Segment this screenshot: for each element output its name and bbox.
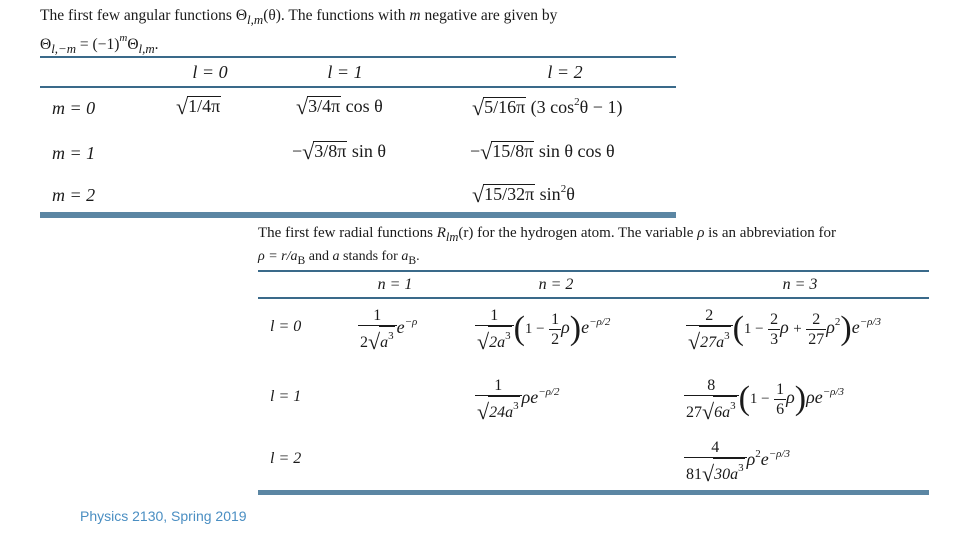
denominator: 2 — [551, 330, 560, 348]
numerator: 2 — [770, 310, 779, 328]
exp-arg: −ρ/2 — [538, 386, 560, 399]
radial-row-label-text: l = 2 — [270, 450, 302, 467]
exp-e: e — [581, 317, 590, 338]
angular-row-label-text: m = 2 — [52, 185, 96, 205]
numerator: 8 — [684, 376, 739, 396]
radial-row-label — [270, 450, 301, 468]
angular-trig-tail: θ — [566, 184, 575, 204]
angular-cell — [472, 183, 575, 205]
fraction — [686, 306, 733, 352]
radial-caption-Rsub: lm — [445, 230, 459, 244]
radial-header-n1: n = 1 — [377, 276, 413, 293]
angular-caption-text: The first few angular functions Θ — [40, 7, 248, 24]
minus-sign: − — [470, 141, 481, 161]
fraction — [684, 376, 739, 422]
rho: ρ — [806, 387, 815, 408]
angular-cell — [296, 96, 383, 117]
angular-header-l1: l = 1 — [327, 62, 363, 82]
paren-close: ) — [794, 380, 807, 417]
radial-cell-n3-l2 — [684, 438, 790, 484]
radial-caption-rho: ρ — [697, 225, 705, 241]
radial-cell-n3-l1 — [684, 376, 844, 422]
numerator: 1 — [776, 380, 785, 398]
angular-trig: sin — [539, 184, 561, 204]
angular-header-l2: l = 2 — [547, 62, 583, 82]
angular-header-l0: l = 0 — [192, 62, 228, 82]
radial-caption-text: The first few radial functions — [258, 225, 433, 241]
radial-caption-mid: (r) for the hydrogen atom. The variable — [458, 225, 694, 241]
radicand: 24a — [489, 404, 514, 421]
radicand: 1/4π — [188, 96, 221, 116]
exp-arg: −ρ — [404, 316, 418, 329]
sqrt-sign: √ — [296, 94, 309, 119]
term: 1 − — [743, 321, 764, 338]
radial-caption — [258, 224, 938, 270]
radicand: 6a — [714, 404, 731, 421]
exp-arg: −ρ/2 — [589, 316, 611, 329]
exp-e: e — [851, 317, 860, 338]
numerator: 1 — [475, 376, 522, 396]
radial-cell-n1-l0 — [358, 306, 417, 352]
exp: 3 — [513, 400, 519, 412]
fraction — [774, 380, 786, 419]
angular-caption-eq: = (−1) — [76, 36, 120, 54]
angular-cell — [176, 96, 221, 117]
denominator — [358, 326, 397, 352]
rho: ρ — [746, 449, 756, 470]
exp-e: e — [530, 387, 539, 408]
angular-cell — [472, 96, 622, 118]
sqrt-sign: √ — [302, 139, 315, 164]
angular-header-rule — [40, 86, 676, 88]
radial-row-label-text: l = 0 — [270, 318, 302, 335]
exp: 3 — [505, 330, 511, 342]
angular-caption-sub2: l,−m — [51, 41, 77, 57]
angular-row-label — [52, 143, 95, 164]
exp: 2 — [755, 448, 761, 461]
rho: ρ — [786, 387, 795, 408]
angular-caption-line2 — [40, 29, 680, 58]
sqrt-sign: √ — [472, 95, 485, 120]
numerator: 1 — [551, 310, 560, 328]
angular-trig-tail: θ − 1) — [579, 97, 623, 117]
angular-trig: cos θ — [345, 96, 383, 116]
fraction — [475, 376, 522, 422]
radial-caption-a: a — [332, 249, 340, 264]
denominator — [684, 396, 739, 422]
numerator: 2 — [686, 306, 733, 326]
angular-caption-theta: Θ — [40, 36, 52, 54]
angular-caption-dot: . — [154, 36, 159, 54]
radial-header-rule — [258, 297, 929, 299]
angular-trig: (3 cos — [530, 97, 575, 117]
angular-caption-theta2: Θ — [127, 36, 139, 54]
sqrt-sign: √ — [477, 329, 490, 354]
exp-e: e — [396, 317, 405, 338]
fraction — [475, 306, 514, 352]
angular-cell — [470, 141, 615, 162]
radial-header-n3: n = 3 — [782, 276, 818, 293]
numerator: 1 — [358, 306, 397, 326]
fraction — [768, 310, 780, 349]
rho: ρ — [780, 317, 789, 338]
paren-open: ( — [732, 310, 744, 347]
paren-open: ( — [513, 310, 525, 347]
fraction — [684, 438, 747, 484]
exp: 3 — [738, 462, 744, 474]
radial-caption-B: B — [297, 253, 306, 267]
sqrt-sign: √ — [477, 399, 490, 424]
coef: 2 — [360, 334, 368, 351]
denominator: 3 — [770, 330, 779, 348]
paren-open: ( — [738, 380, 750, 417]
radial-cell-n2-l1 — [475, 376, 559, 422]
coef: 27 — [686, 404, 702, 421]
angular-top-rule — [40, 56, 676, 58]
radial-row-label — [270, 388, 301, 406]
angular-caption-sub: l,m — [247, 12, 264, 28]
angular-exp: 2 — [560, 183, 567, 195]
radial-caption-line2 — [258, 247, 938, 270]
angular-row-label — [52, 98, 95, 119]
plus: + — [793, 321, 802, 338]
sqrt-sign: √ — [480, 139, 493, 164]
radial-cell-n3-l0 — [686, 306, 881, 352]
radial-caption-stands: stands for — [343, 249, 398, 264]
sqrt-sign: √ — [368, 329, 381, 354]
radicand: 30a — [714, 466, 739, 483]
angular-exp: 2 — [574, 96, 580, 108]
angular-row-label — [52, 185, 95, 206]
fraction — [358, 306, 397, 352]
exp: 3 — [388, 330, 394, 342]
denominator — [475, 396, 522, 422]
angular-row-label-text: m = 1 — [52, 143, 96, 163]
exp: 3 — [724, 330, 730, 342]
denominator: 27 — [808, 330, 825, 348]
sqrt-sign: √ — [176, 94, 189, 119]
radial-cell-n2-l0 — [475, 306, 610, 352]
var-a: a — [380, 334, 389, 351]
rho: ρ — [521, 387, 531, 408]
exp-arg: −ρ/3 — [859, 316, 881, 329]
exp-e: e — [814, 387, 823, 408]
radial-caption-aB: a — [401, 249, 409, 264]
exp: 3 — [730, 400, 736, 412]
exp: 2 — [834, 316, 841, 329]
radial-header-n2: n = 2 — [538, 276, 574, 293]
exp-arg: −ρ/3 — [822, 386, 844, 399]
radial-bottom-bar — [258, 490, 929, 495]
numerator: 4 — [684, 438, 747, 458]
radicand: 27a — [700, 334, 725, 351]
radial-row-label — [270, 318, 301, 336]
exp-e: e — [760, 449, 769, 470]
angular-bottom-bar — [40, 212, 676, 218]
sqrt-sign: √ — [702, 399, 715, 424]
radial-caption-end: is an abbreviation for — [708, 225, 837, 241]
angular-caption-sub3: l,m — [138, 41, 155, 57]
slide-footer: Physics 2130, Spring 2019 — [80, 508, 247, 524]
sqrt-sign: √ — [472, 182, 485, 207]
angular-caption-line1 — [40, 6, 680, 29]
numerator: 2 — [806, 310, 826, 330]
paren-close: ) — [569, 310, 582, 347]
radial-caption-R: R — [436, 225, 446, 241]
radicand: 3/4π — [308, 96, 341, 116]
denominator — [475, 326, 514, 352]
numerator: 1 — [475, 306, 514, 326]
fraction — [806, 310, 826, 349]
radicand: 3/8π — [314, 141, 347, 161]
angular-row-label-text: m = 0 — [52, 98, 96, 118]
radicand: 2a — [489, 334, 506, 351]
rho: ρ — [561, 317, 570, 338]
sqrt-sign: √ — [702, 461, 715, 486]
exp-arg: −ρ/3 — [768, 448, 790, 461]
denominator: 6 — [776, 400, 785, 418]
angular-caption-sup: m — [119, 32, 128, 45]
angular-trig: sin θ cos θ — [538, 141, 615, 161]
radial-caption-rho-def: ρ = r/a — [258, 249, 298, 264]
radial-caption-B2: B — [408, 253, 417, 267]
term: 1 − — [524, 321, 545, 338]
angular-caption-end: negative are given by — [424, 7, 558, 24]
denominator — [684, 458, 747, 484]
paren-close: ) — [840, 310, 852, 347]
minus-sign: − — [292, 141, 303, 161]
term: 1 − — [749, 391, 770, 408]
radial-top-rule — [258, 270, 929, 272]
angular-caption-mid: (θ). The functions with — [263, 7, 406, 24]
radial-caption-and: and — [305, 249, 330, 264]
coef: 81 — [686, 466, 702, 483]
radicand: 15/8π — [492, 141, 534, 161]
angular-caption-m: m — [409, 7, 421, 24]
fraction — [549, 310, 561, 349]
rho: ρ — [826, 317, 835, 338]
angular-trig: sin θ — [351, 141, 386, 161]
radicand: 15/32π — [484, 184, 535, 204]
sqrt-sign: √ — [688, 329, 701, 354]
denominator — [686, 326, 733, 352]
radial-row-label-text: l = 1 — [270, 388, 302, 405]
radial-caption-dot: . — [416, 249, 420, 264]
angular-caption — [40, 6, 680, 58]
angular-cell — [292, 141, 386, 162]
radicand: 5/16π — [484, 97, 526, 117]
radial-caption-line1 — [258, 224, 938, 247]
